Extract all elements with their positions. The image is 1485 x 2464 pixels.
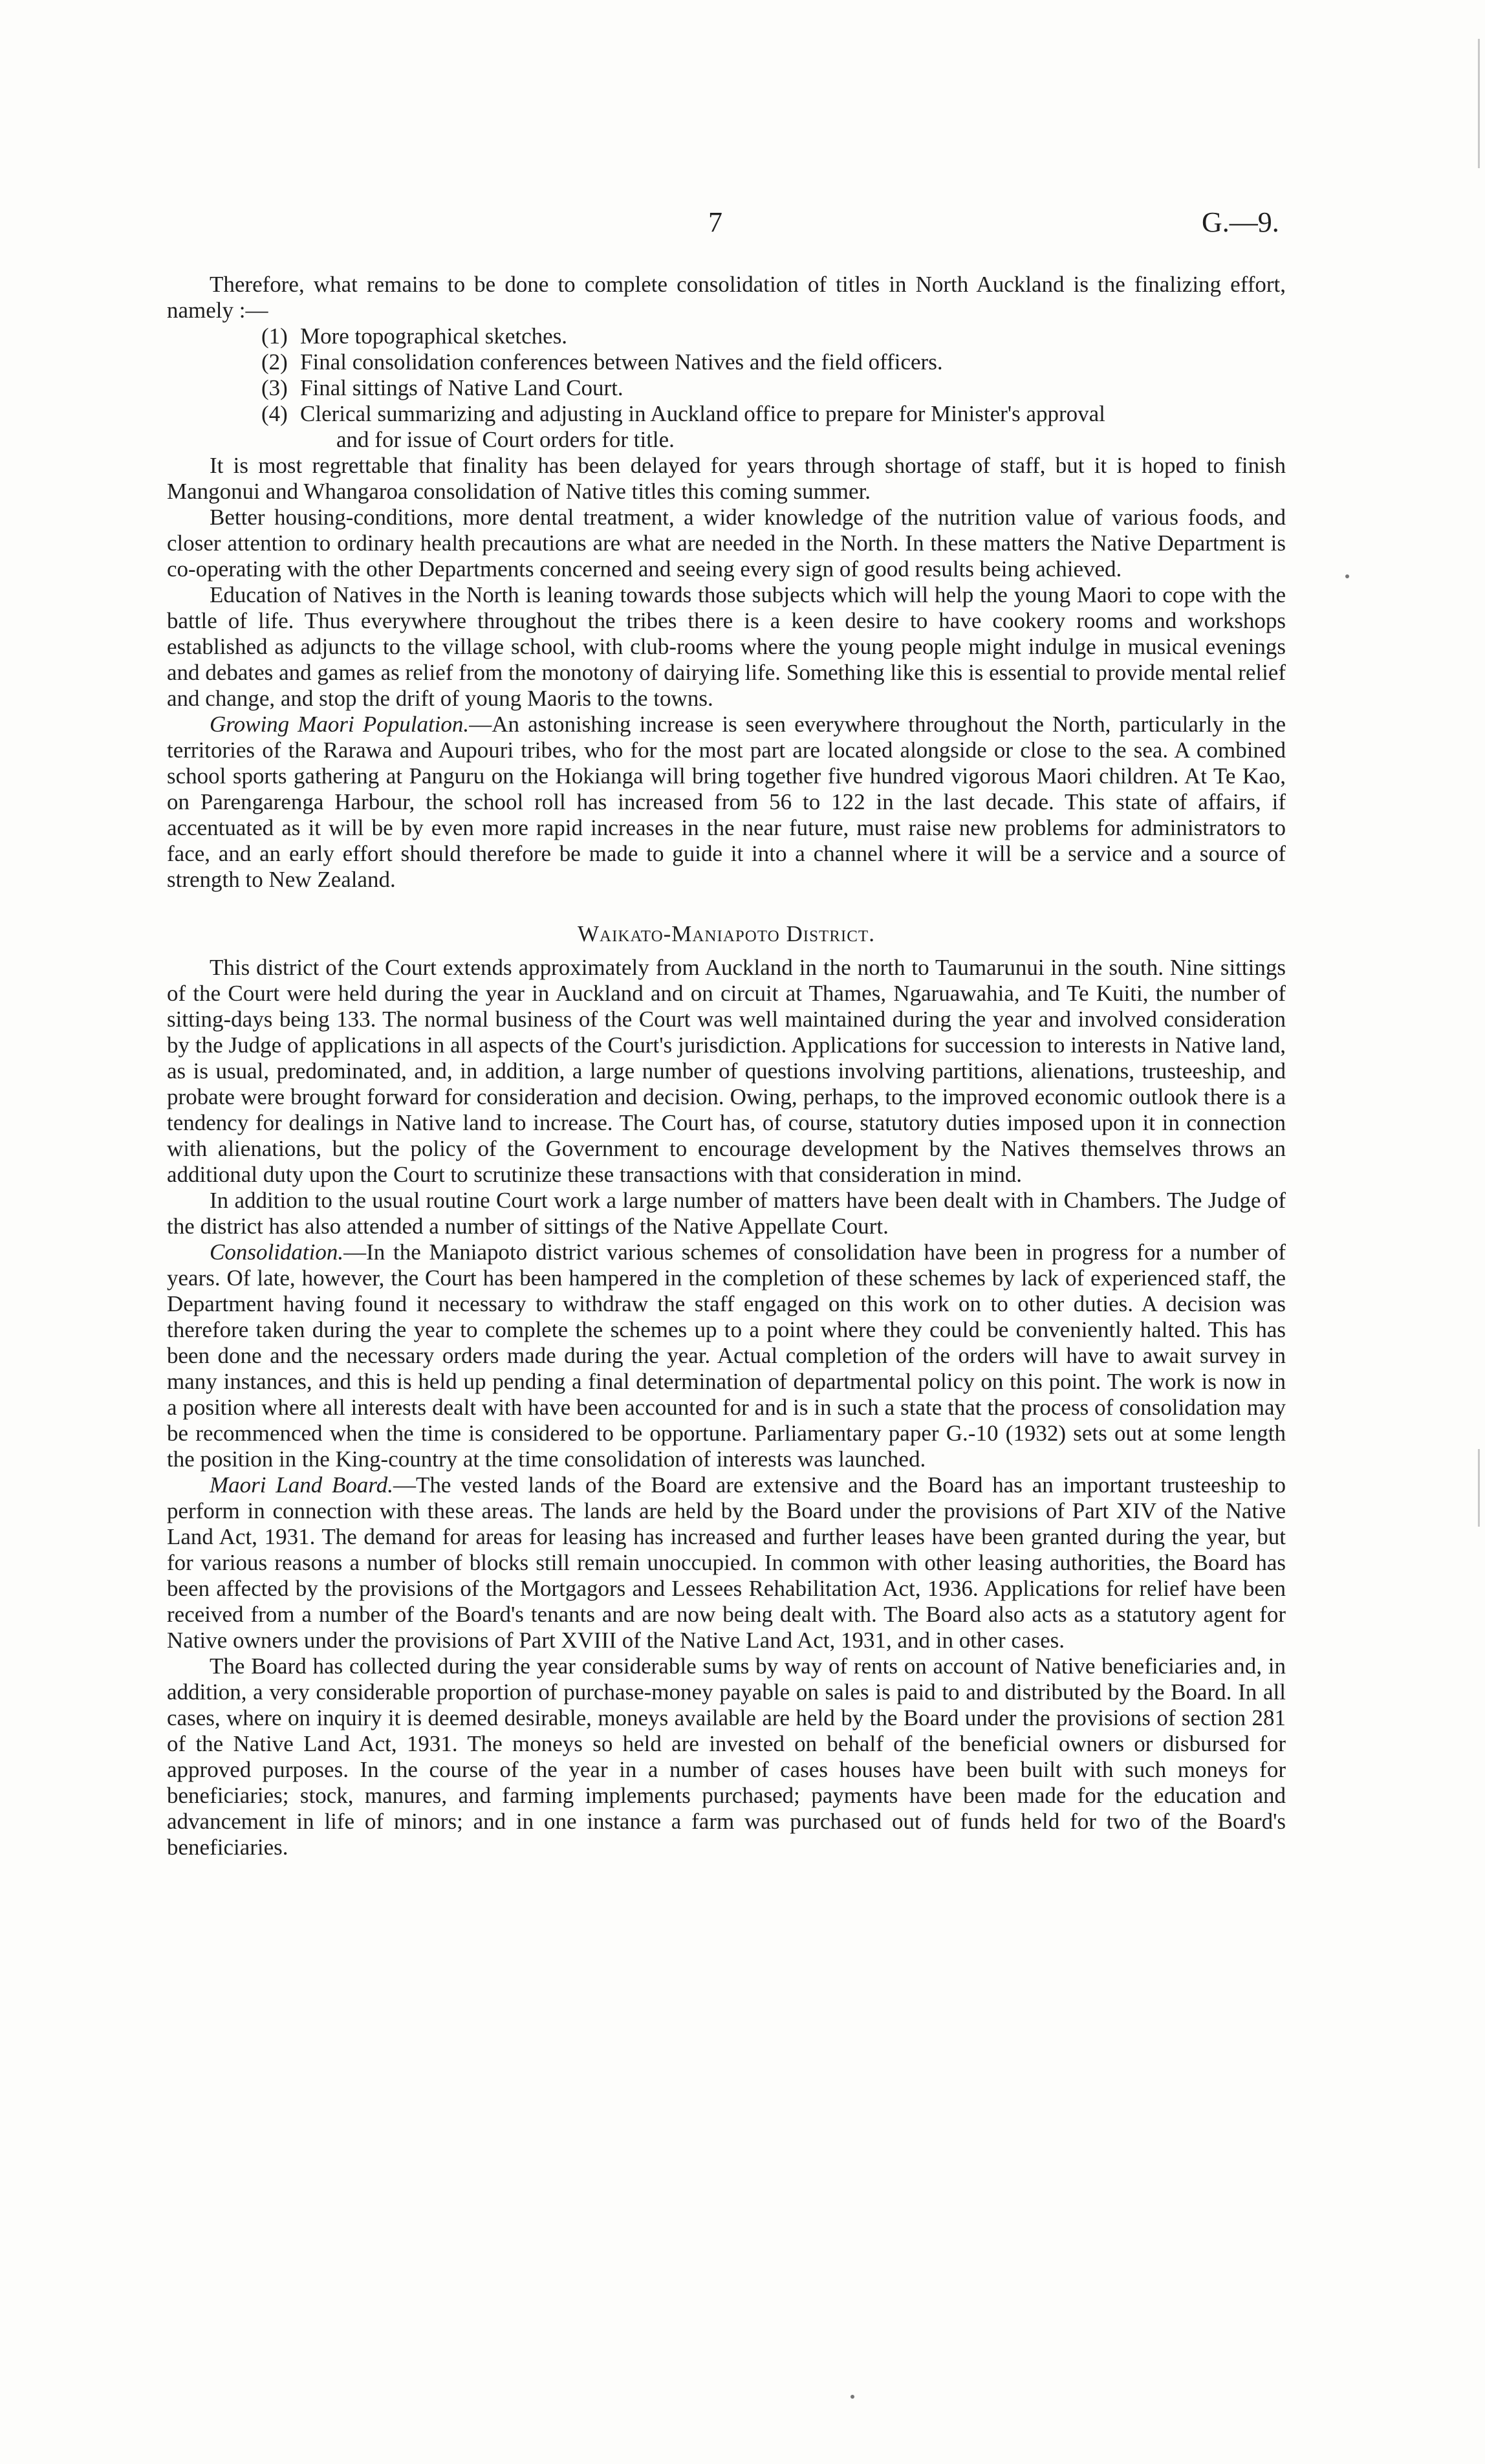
margin-mark <box>851 2395 854 2399</box>
list-number: (1) <box>261 323 288 349</box>
growing-population-text: —An astonishing increase is seen everywhere throughout the North, particularly in the territories of the Rarawa and Aupouri tribes, who for the most part are located alongside or close to the sea. A combined school sports gathering at Panguru on the Hokianga will bring together five hundred vigorous Maori children. At Te Kao, on Parengarenga Harbour, the school roll has increased from 56 to 122 in the last decade. This state of affairs, if accentuated as it will be by even more rapid increases in the near future, must raise new problems for administrators to face, and an early effort should therefore be made to guide it into a channel where it will be a service and a source of strength to New Zealand. <box>167 712 1286 892</box>
list-item <box>167 323 1286 349</box>
education-paragraph: Education of Natives in the North is leaning towards those subjects which will help the young Maori to cope with the battle of life. Thus everywhere throughout the tribes there is a keen desire to have cookery rooms and workshops established as adjuncts to the village school, with club-rooms where the young people might indulge in musical evenings and debates and games as relief from the monotony of dairying life. Something like this is essential to provide mental relief and change, and stop the drift of young Maoris to the towns. <box>167 582 1286 711</box>
consolidation-text: —In the Maniapoto district various schemes of consolidation have been in progress for a number of years. Of late, however, the Court has been hampered in the completion of these schemes by lack of experienced staff, the Department having found it necessary to withdraw the staff engaged on this work on to other duties. A decision was therefore taken during the year to complete the schemes up to a point where they could be conveniently halted. This has been done and the necessary orders made during the year. Actual completion of the orders will have to await survey in many instances, and this is held up pending a final determination of departmental policy on this point. The work is now in a position where all interests dealt with have been accounted for and is in such a state that the process of consolidation may be recommenced when the time is considered to be opportune. Parliamentary paper G.-10 (1932) sets out at some length the position in the King-country at the time consolidation of interests was launched. <box>167 1239 1286 1472</box>
chambers-paragraph: In addition to the usual routine Court work a large number of matters have been dealt with in Chambers. The Judge of the district has also attended a number of sittings of the Native Appellate Court. <box>167 1188 1286 1239</box>
list-number: (2) <box>261 349 288 375</box>
list-text: More topographical sketches. <box>300 323 568 349</box>
list-text: Final consolidation conferences between Natives and the field officers. <box>300 349 943 375</box>
scan-edge <box>1478 1449 1480 1527</box>
margin-mark <box>1345 574 1349 578</box>
page-number: 7 <box>708 206 722 238</box>
list-item <box>167 401 1286 453</box>
list-text-continuation: and for issue of Court orders for title. <box>336 427 675 452</box>
growing-population-paragraph <box>167 712 1286 893</box>
remaining-steps-list <box>167 323 1286 453</box>
page-header <box>0 206 1485 245</box>
maori-land-board-text: —The vested lands of the Board are extensive and the Board has an important trusteeship to perform in connection with these areas. The lands are held by the Board under the provisions of Part XIV of the Native Land Act, 1931. The demand for areas for leasing has increased and further leases have been granted during the year, but for various reasons a number of blocks still remain unoccupied. In common with other leasing authorities, the Board has been affected by the provisions of the Mortgagors and Lessees Rehabilitation Act, 1936. Applications for relief have been received from a number of the Board's tenants and are now being dealt with. The Board also acts as a statutory agent for Native owners under the provisions of Part XVIII of the Native Land Act, 1931, and in other cases. <box>167 1472 1286 1653</box>
list-text: Final sittings of Native Land Court. <box>300 375 623 400</box>
list-item <box>167 375 1286 401</box>
page-body <box>167 272 1286 1860</box>
intro-paragraph: Therefore, what remains to be done to complete consolidation of titles in North Auckland is the finalizing effort, namely :— <box>167 272 1286 323</box>
consolidation-title: Consolidation. <box>210 1239 344 1265</box>
list-number: (4) <box>261 401 288 426</box>
list-item <box>167 349 1286 375</box>
housing-paragraph: Better housing-conditions, more dental treatment, a wider knowledge of the nutrition value of various foods, and closer attention to ordinary health precautions are what are needed in the North. In these matters the Native Department is co-operating with the other Departments concerned and seeing every sign of good results being achieved. <box>167 505 1286 582</box>
maori-land-board-paragraph <box>167 1472 1286 1653</box>
list-text: Clerical summarizing and adjusting in Auckland office to prepare for Minister's approval <box>300 401 1105 426</box>
list-number: (3) <box>261 375 288 400</box>
finality-paragraph: It is most regrettable that finality has been delayed for years through shortage of staff, but it is hoped to finish Mangonui and Whangaroa consolidation of Native titles this coming summer. <box>167 453 1286 504</box>
consolidation-paragraph <box>167 1239 1286 1472</box>
growing-population-title: Growing Maori Population. <box>210 712 470 737</box>
maori-land-board-title: Maori Land Board. <box>210 1472 393 1498</box>
collected-funds-paragraph: The Board has collected during the year considerable sums by way of rents on account of Native beneficiaries and, in addition, a very considerable proportion of purchase-money payable on sales is paid to and distributed by the Board. In all cases, where on inquiry it is deemed desirable, moneys available are held by the Board under the provisions of section 281 of the Native Land Act, 1931. The moneys so held are invested on behalf of the beneficial owners or disbursed for approved purposes. In the course of the year in a number of cases houses have been built with such moneys for beneficiaries; stock, manures, and farming implements purchased; payments have been made for the education and advancement in life of minors; and in one instance a farm was purchased out of funds held for two of the Board's beneficiaries. <box>167 1653 1286 1860</box>
district-paragraph: This district of the Court extends approximately from Auckland in the north to Taumarunui in the south. Nine sittings of the Court were held during the year in Auckland and on circuit at Thames, Ngaruawahia, and Te Kuiti, the number of sitting-days being 133. The normal business of the Court was well maintained during the year and involved consideration by the Judge of applications in all aspects of the Court's jurisdiction. Applications for succession to interests in Native land, as is usual, predominated, and, in addition, a large number of questions involving partitions, alienations, trusteeship, and probate were brought forward for consideration and decision. Owing, perhaps, to the improved economic outlook there is a tendency for dealings in Native land to increase. The Court has, of course, statutory duties imposed upon it in connection with alienations, but the policy of the Government to encourage development by the Natives themselves throws an additional duty upon the Court to scrutinize these transactions with that consideration in mind. <box>167 955 1286 1187</box>
section-heading: Waikato-Maniapoto District. <box>578 921 875 946</box>
scan-edge <box>1478 39 1480 168</box>
document-reference: G.—9. <box>1202 206 1279 238</box>
